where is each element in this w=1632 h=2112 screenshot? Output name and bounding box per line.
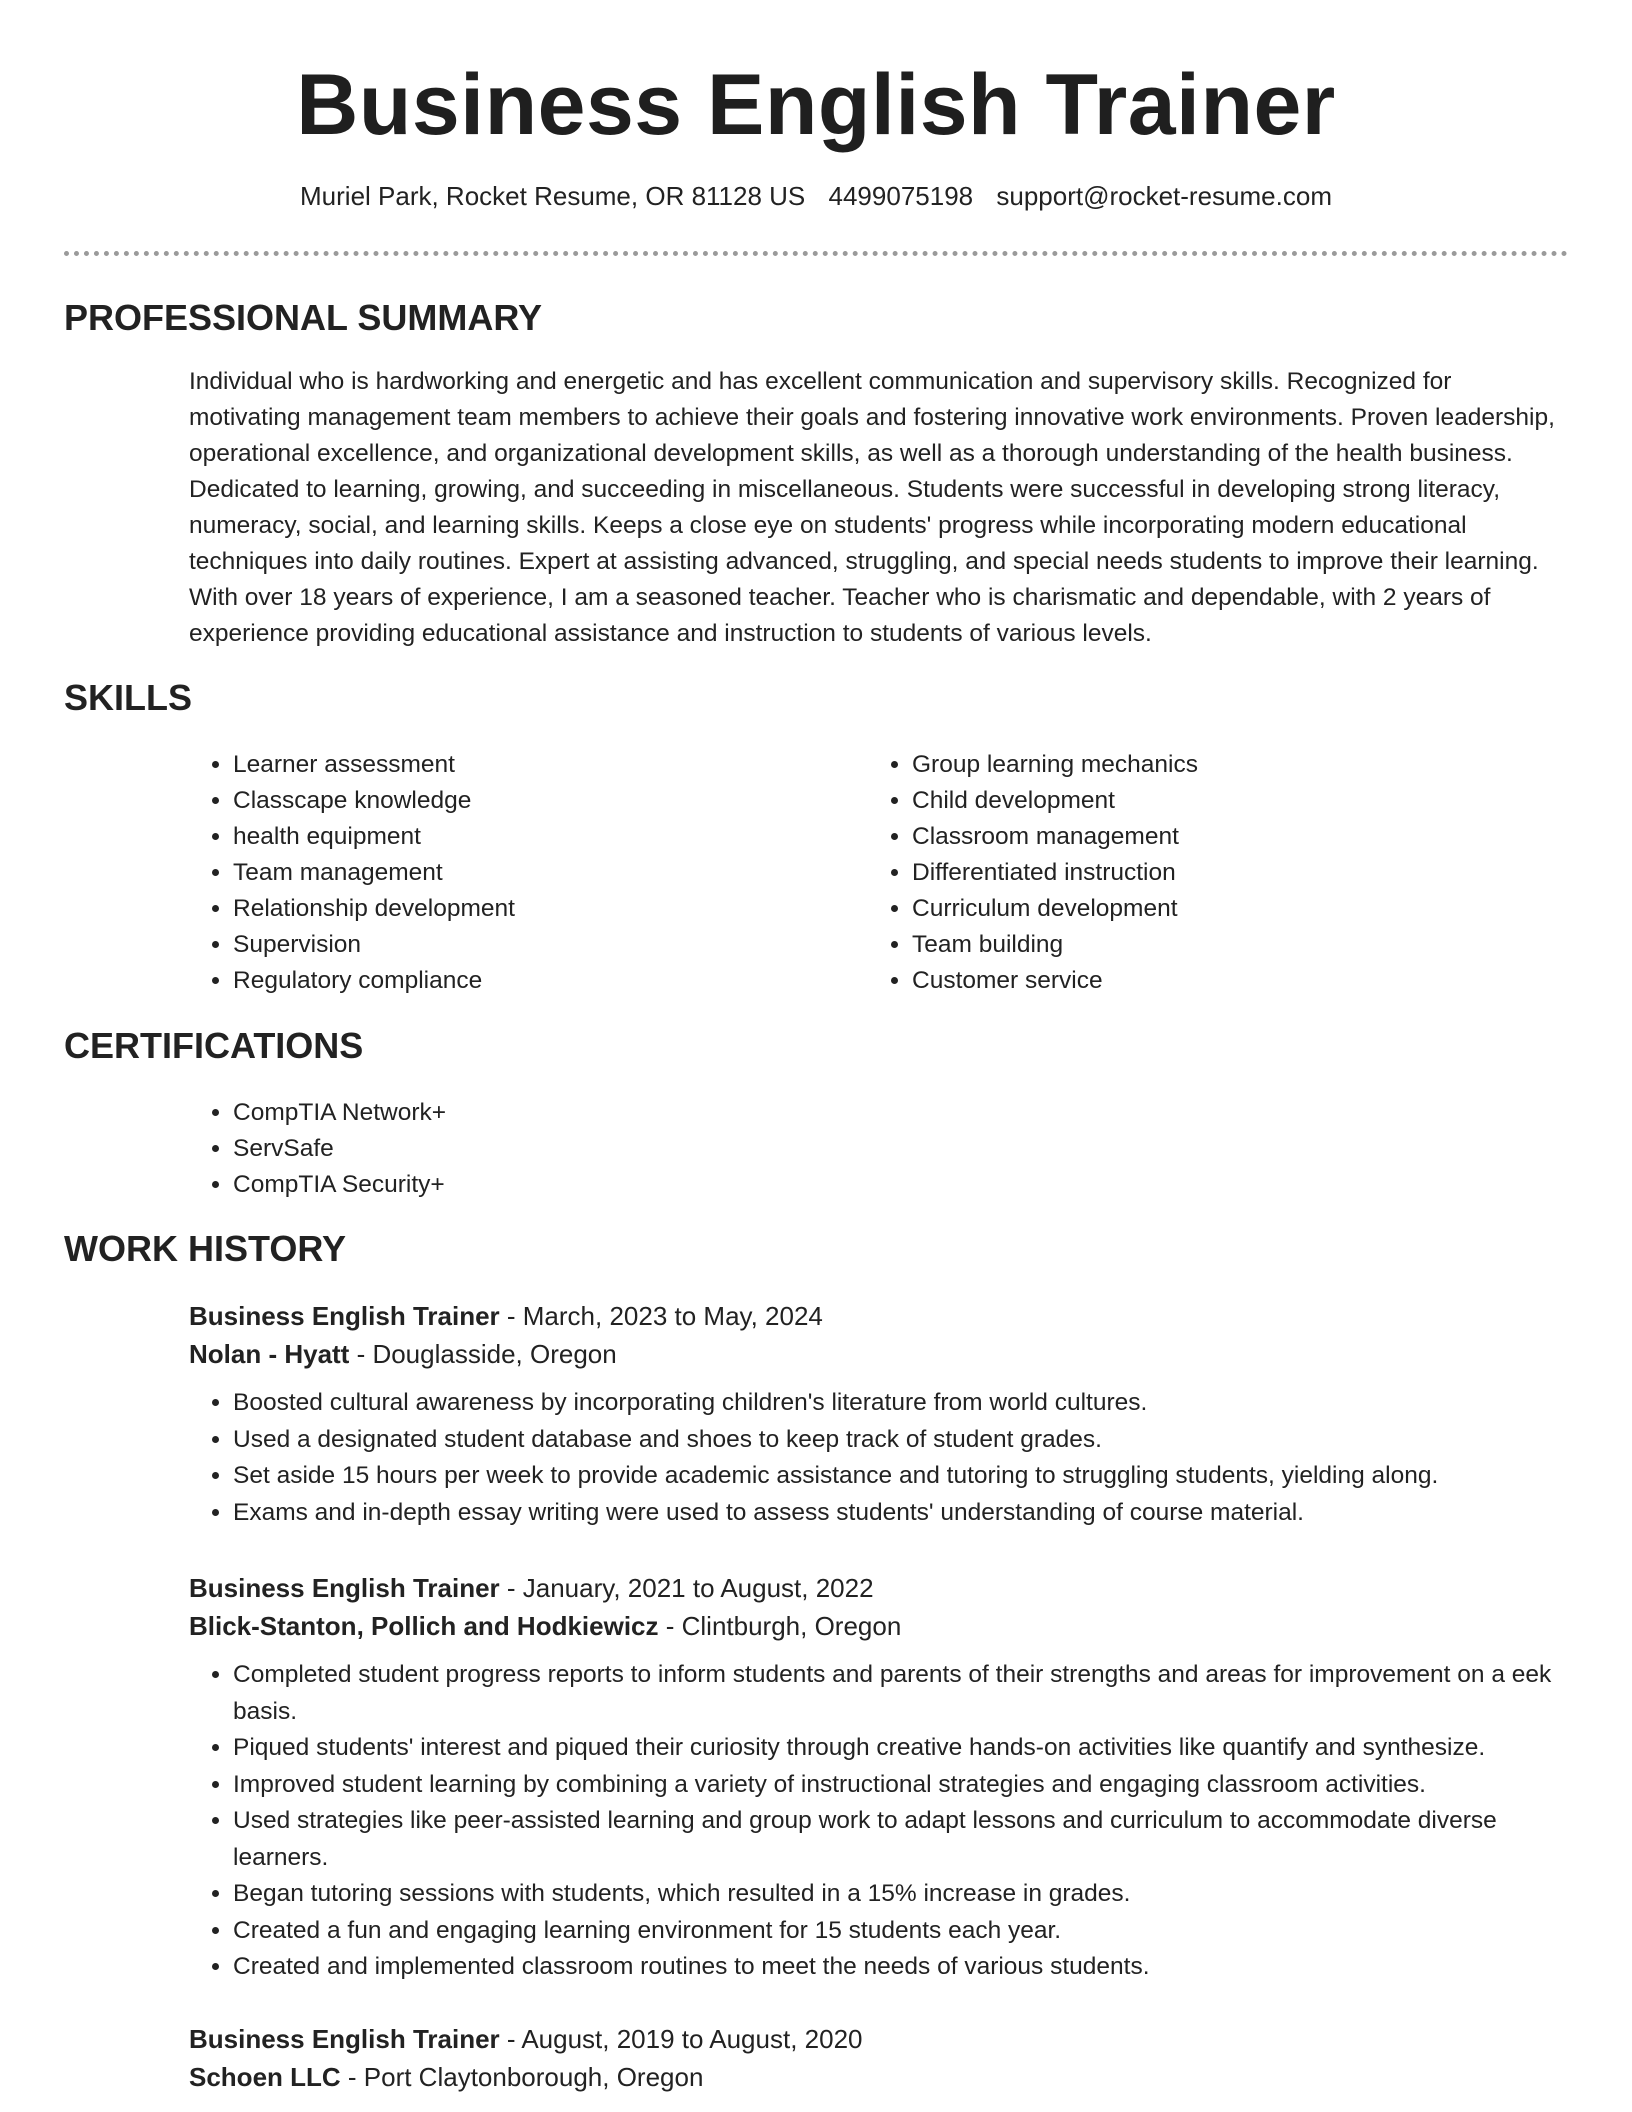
job-entry (189, 1569, 1569, 1986)
job-bullets (189, 1385, 1569, 1531)
skill-item: • Differentiated instruction (912, 855, 1508, 891)
contact-phone: 4499075198 (828, 181, 974, 211)
header-divider (64, 251, 1568, 256)
skill-item: • Group learning mechanics (912, 747, 1508, 783)
job-bullet: • Improved student learning by combining a variety of instructional strategies and engaging classroom activities. (233, 1767, 1569, 1804)
certification-item: • ServSafe (233, 1131, 989, 1167)
summary-heading: PROFESSIONAL SUMMARY (64, 297, 543, 338)
certifications-heading: CERTIFICATIONS (64, 1025, 364, 1066)
job-dates: - January, 2021 to August, 2022 (499, 1573, 874, 1603)
job-company-line (189, 1607, 1569, 1645)
job-location: - Douglasside, Oregon (349, 1339, 617, 1369)
resume-title: Business English Trainer (296, 57, 1336, 153)
job-entry (189, 1297, 1569, 1531)
job-bullet: • Boosted cultural awareness by incorporating children's literature from world cultures. (233, 1385, 1569, 1422)
certifications-list-wrapper (189, 1095, 989, 1203)
job-bullet: • Completed student progress reports to inform students and parents of their strengths and areas for improvement on a eek basis. (233, 1657, 1569, 1730)
job-bullet: • Exams and in-depth essay writing were used to assess students' understanding of course material. (233, 1495, 1569, 1532)
skills-column-right (868, 747, 1508, 999)
contact-email[interactable]: support@rocket-resume.com (996, 181, 1332, 211)
skill-item: • Classroom management (912, 819, 1508, 855)
job-role: Business English Trainer (189, 1573, 500, 1603)
skill-item: • Regulatory compliance (233, 963, 829, 999)
job-role-line (189, 1297, 1569, 1335)
job-bullet: • Piqued students' interest and piqued their curiosity through creative hands-on activities like quantify and synthesize. (233, 1730, 1569, 1767)
job-dates: - March, 2023 to May, 2024 (499, 1301, 823, 1331)
job-bullets (189, 1657, 1569, 1986)
skills-list-left (189, 747, 829, 999)
job-bullet: • Used strategies like peer-assisted learning and group work to adapt lessons and curriculum to accommodate diverse learners. (233, 1803, 1569, 1876)
work-history-heading: WORK HISTORY (64, 1228, 347, 1269)
job-location: - Clintburgh, Oregon (658, 1611, 902, 1641)
skill-item: • health equipment (233, 819, 829, 855)
job-company: Nolan - Hyatt (189, 1339, 350, 1369)
job-bullet: • Began tutoring sessions with students, which resulted in a 15% increase in grades. (233, 1876, 1569, 1913)
job-entry (189, 2020, 1569, 2096)
skills-list-right (868, 747, 1508, 999)
job-company: Schoen LLC (189, 2062, 341, 2092)
job-bullet: • Created and implemented classroom routines to meet the needs of various students. (233, 1949, 1569, 1986)
job-bullet: • Used a designated student database and shoes to keep track of student grades. (233, 1422, 1569, 1459)
contact-line (0, 178, 1632, 214)
job-bullet: • Set aside 15 hours per week to provide academic assistance and tutoring to struggling students, yielding along. (233, 1458, 1569, 1495)
job-dates: - August, 2019 to August, 2020 (499, 2024, 863, 2054)
skills-column-left (189, 747, 829, 999)
skill-item: • Classcape knowledge (233, 783, 829, 819)
contact-address: Muriel Park, Rocket Resume, OR 81128 US (300, 181, 806, 211)
summary-text: Individual who is hardworking and energetic and has excellent communication and supervisory skills. Recognized for motivating management team members to achieve their goals and fostering innovative work environments. Proven leadership, operational excellence, and organizational development skills, as well as a thorough understanding of the health business. Dedicated to learning, growing, and succeeding in miscellaneous. Students were successful in developing strong literacy, numeracy, social, and learning skills. Keeps a close eye on students' progress while incorporating modern educational techniques into daily routines. Expert at assisting advanced, struggling, and special needs students to improve their learning. With over 18 years of experience, I am a seasoned teacher. Teacher who is charismatic and dependable, with 2 years of experience providing educational assistance and instruction to students of various levels. (189, 368, 1555, 647)
job-company-line (189, 2058, 1569, 2096)
skill-item: • Team building (912, 927, 1508, 963)
skill-item: • Learner assessment (233, 747, 829, 783)
skill-item: • Customer service (912, 963, 1508, 999)
certification-item: • CompTIA Network+ (233, 1095, 989, 1131)
job-role: Business English Trainer (189, 2024, 500, 2054)
job-role: Business English Trainer (189, 1301, 500, 1331)
job-location: - Port Claytonborough, Oregon (340, 2062, 704, 2092)
skill-item: • Curriculum development (912, 891, 1508, 927)
job-company: Blick-Stanton, Pollich and Hodkiewicz (189, 1611, 659, 1641)
job-bullet: • Created a fun and engaging learning environment for 15 students each year. (233, 1913, 1569, 1950)
job-role-line (189, 2020, 1569, 2058)
skill-item: • Supervision (233, 927, 829, 963)
skills-heading: SKILLS (64, 677, 193, 718)
skill-item: • Relationship development (233, 891, 829, 927)
skill-item: • Team management (233, 855, 829, 891)
job-role-line (189, 1569, 1569, 1607)
certification-item: • CompTIA Security+ (233, 1167, 989, 1203)
certifications-list (189, 1095, 989, 1203)
skill-item: • Child development (912, 783, 1508, 819)
job-company-line (189, 1335, 1569, 1373)
